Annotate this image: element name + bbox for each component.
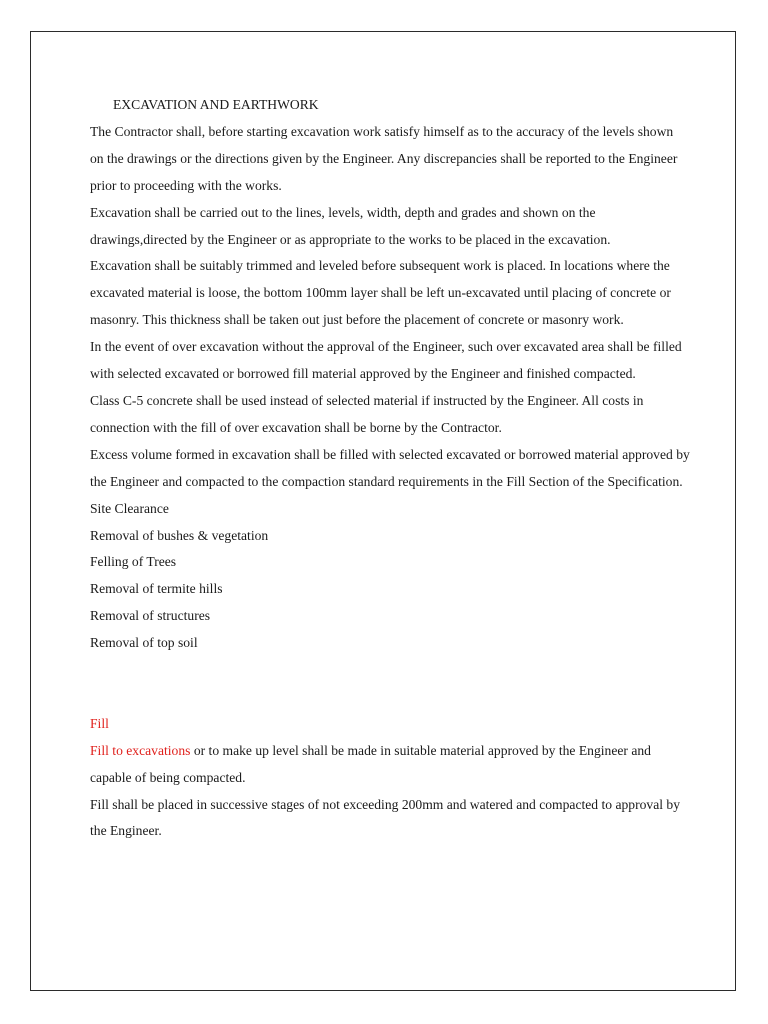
fill-excavations-highlight: Fill to excavations [90,742,191,758]
spacer [90,684,690,711]
list-item-top-soil: Removal of top soil [90,635,198,651]
paragraph-excavation-lines: Excavation shall be carried out to the lines, levels, width, depth and grades and shown on the drawings,directed by the Engineer or as appropriate to the works to be placed in the excavation. [90,204,611,247]
paragraph-accuracy: The Contractor shall, before starting excavation work satisfy himself as to the accuracy of the levels shown on the drawings or the directions given by the Engineer. Any discrepancies shall be reported to the Engineer prior to proceeding with the works. [90,123,678,193]
document-page [30,31,736,991]
list-item-structures: Removal of structures [90,608,211,624]
list-item-trees: Felling of Trees [90,554,177,570]
paragraph-excess-volume: Excess volume formed in excavation shall be filled with selected excavated or borrowed material approved by the Engineer and compacted to the compaction standard requirements in the Fill Section of the Specification. [90,446,690,489]
spacer [90,657,690,684]
paragraph-over-excavation: In the event of over excavation without the approval of the Engineer, such over excavated area shall be filled with selected excavated or borrowed fill material approved by the Engineer and finished compacted. [90,339,682,382]
section-heading: EXCAVATION AND EARTHWORK [113,97,319,112]
list-item-site-clearance: Site Clearance [90,500,169,516]
list-item-bushes: Removal of bushes & vegetation [90,527,269,543]
fill-section-title: Fill [90,715,109,731]
paragraph-class-c5: Class C-5 concrete shall be used instead of selected material if instructed by the Engineer. All costs in connection with the fill of over excavation shall be borne by the Contractor. [90,392,644,435]
fill-excavations-text: or to make up level shall be made in suitable material approved by the Engineer and capable of being compacted. [90,742,651,785]
paragraph-fill-excavations [90,738,690,792]
list-item-termite-hills: Removal of termite hills [90,581,223,597]
paragraph-trimming: Excavation shall be suitably trimmed and leveled before subsequent work is placed. In locations where the excavated material is loose, the bottom 100mm layer shall be left un-excavated until placing of concrete or masonry. This thickness shall be taken out just before the placement of concrete or masonry work. [90,258,671,328]
paragraph-fill-stages: Fill shall be placed in successive stages of not exceeding 200mm and watered and compacted to approval by the Engineer. [90,796,681,839]
document-body [90,92,690,845]
